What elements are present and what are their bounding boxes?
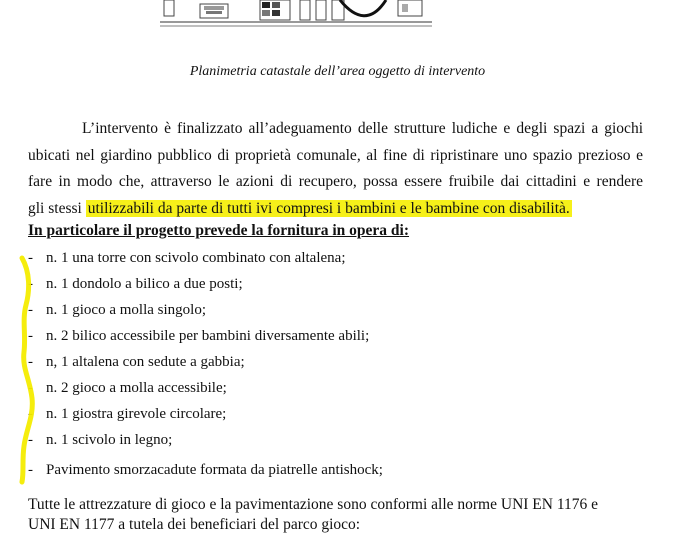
closing-line-1: Tutte le attrezzature di gioco e la pavimentazione sono conformi alle norme UNI EN 1176 e bbox=[28, 496, 599, 513]
list-item bbox=[28, 432, 172, 449]
list-item bbox=[28, 462, 383, 479]
bullet: - bbox=[28, 380, 33, 396]
bullet: - bbox=[28, 462, 33, 478]
bullet: - bbox=[28, 354, 33, 370]
list-heading: In particolare il progetto prevede la fornitura in opera di: bbox=[28, 222, 410, 239]
list-item bbox=[28, 302, 206, 319]
highlighted-text: utilizzabili da parte di tutti ivi compresi i bambini e le bambine con disabilità. bbox=[87, 199, 570, 217]
paragraph-line-4 bbox=[28, 196, 643, 223]
closing-paragraph bbox=[28, 495, 648, 535]
bullet: - bbox=[28, 432, 33, 448]
list-item-text: n. 1 una torre con scivolo combinato con altalena; bbox=[46, 250, 346, 266]
paragraph-line-1-text: L’intervento è finalizzato all’adeguamento delle strutture ludiche e degli spazi a giochi bbox=[82, 120, 643, 137]
figure-caption: Planimetria catastale dell’area oggetto di intervento bbox=[189, 64, 486, 79]
list-item-text: n. 2 gioco a molla accessibile; bbox=[46, 380, 227, 396]
bullet: - bbox=[28, 328, 33, 344]
list-item-text: Pavimento smorzacadute formata da piatrelle antishock; bbox=[46, 462, 383, 478]
list-item bbox=[28, 380, 227, 397]
intro-paragraph bbox=[28, 116, 643, 222]
list-item-text: n. 1 dondolo a bilico a due posti; bbox=[46, 276, 243, 292]
bullet: - bbox=[28, 302, 33, 318]
list-item-text: n. 2 bilico accessibile per bambini diversamente abili; bbox=[46, 328, 370, 344]
bullet: - bbox=[28, 406, 33, 422]
paragraph-line-2: ubicati nel giardino pubblico di proprietà comunale, al fine di ripristinare uno spazio prezioso e bbox=[28, 146, 643, 164]
cadastral-map-image bbox=[160, 0, 432, 30]
closing-line-2: UNI EN 1177 a tutela dei beneficiari del parco gioco: bbox=[28, 516, 361, 533]
list-item-text: n. 1 giostra girevole circolare; bbox=[46, 406, 227, 422]
list-item bbox=[28, 328, 369, 345]
list-item-text: n. 1 gioco a molla singolo; bbox=[46, 302, 206, 318]
list-item bbox=[28, 276, 243, 293]
paragraph-line-3: fare in modo che, attraverso le azioni di recupero, possa essere fruibile dai cittadini e rendere bbox=[28, 173, 643, 190]
paragraph-line-1 bbox=[28, 116, 643, 143]
paragraph-line-4-text: gli stessi bbox=[28, 199, 82, 217]
list-item bbox=[28, 250, 346, 267]
list-item bbox=[28, 354, 245, 371]
list-item-text: n. 1 scivolo in legno; bbox=[46, 432, 173, 448]
list-item bbox=[28, 406, 226, 423]
bullet: - bbox=[28, 250, 33, 266]
bullet: - bbox=[28, 276, 33, 292]
list-item-text: n, 1 altalena con sedute a gabbia; bbox=[46, 354, 245, 370]
